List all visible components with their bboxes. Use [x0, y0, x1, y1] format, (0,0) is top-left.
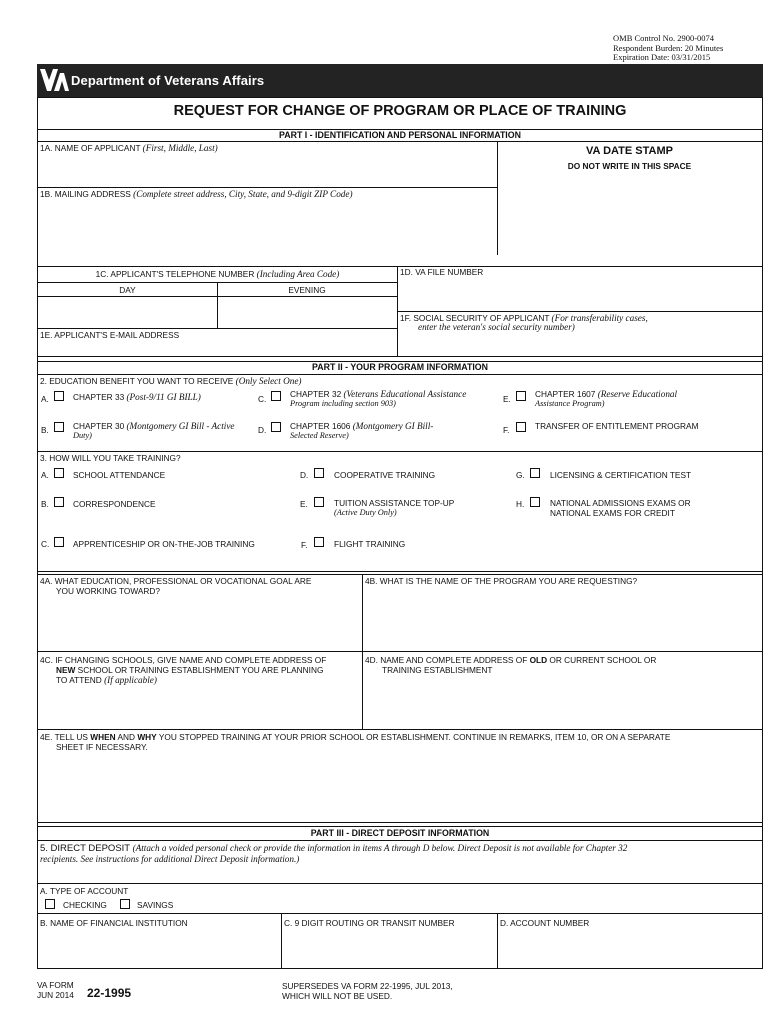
- phone-day-input[interactable]: [38, 297, 217, 328]
- field-1a-text: 1A. NAME OF APPLICANT: [40, 143, 143, 153]
- training-f-name: FLIGHT TRAINING: [334, 539, 406, 549]
- training-f-checkbox[interactable]: [314, 537, 324, 547]
- q5-hint-line2: recipients. See instructions for additional Direct Deposit information.): [40, 854, 300, 864]
- part3-heading: PART III - DIRECT DEPOSIT INFORMATION: [310, 828, 490, 838]
- field-4e-post: YOU STOPPED TRAINING AT YOUR PRIOR SCHOOL OR ESTABLISHMENT. CONTINUE IN REMARKS, ITEM 10, OR ON A SEPARATE: [156, 732, 671, 742]
- phone-evening-label: EVENING: [288, 285, 326, 295]
- footer-form-number: 22-1995: [87, 986, 132, 1000]
- field-1b-input[interactable]: [38, 201, 497, 265]
- routing-number-input[interactable]: [282, 930, 497, 968]
- va-date-stamp-note: DO NOT WRITE IN THIS SPACE: [567, 161, 692, 171]
- field-4c-label: 4C. IF CHANGING SCHOOLS, GIVE NAME AND COMPLETE ADDRESS OF: [40, 655, 327, 665]
- field-1e-label: 1E. APPLICANT'S E-MAIL ADDRESS: [40, 330, 180, 340]
- training-b-letter: B.: [41, 499, 49, 509]
- training-a-letter: A.: [41, 470, 49, 480]
- field-4e-and: AND: [115, 732, 138, 742]
- benefit-c-hint: (Veterans Educational Assistance: [343, 389, 467, 399]
- field-4d-input[interactable]: [363, 677, 762, 728]
- part2-heading: PART II - YOUR PROGRAM INFORMATION: [312, 362, 488, 372]
- field-4d-label-line2: TRAINING ESTABLISHMENT: [382, 665, 493, 675]
- benefit-c-checkbox[interactable]: [271, 391, 281, 401]
- benefit-e-hint: (Reserve Educational: [597, 389, 678, 399]
- training-h-checkbox[interactable]: [530, 497, 540, 507]
- benefit-b-letter: B.: [41, 425, 49, 435]
- training-f-letter: F.: [301, 540, 308, 550]
- divider: [38, 913, 762, 914]
- benefit-a-name: CHAPTER 33: [73, 392, 127, 402]
- checking-checkbox[interactable]: [45, 899, 55, 909]
- q5-text: 5. DIRECT DEPOSIT: [40, 843, 133, 854]
- divider: [38, 840, 762, 841]
- field-1b-text: 1B. MAILING ADDRESS: [40, 189, 134, 199]
- field-4b-input[interactable]: [363, 588, 762, 650]
- benefit-f-checkbox[interactable]: [516, 422, 526, 432]
- benefit-d-hint-line2: Selected Reserve): [290, 431, 349, 440]
- benefit-e-hint-line2: Assistance Program): [535, 399, 605, 408]
- field-1f-hint-line2: enter the veteran's social security number): [418, 322, 575, 332]
- training-e-hint: (Active Duty Only): [334, 508, 397, 517]
- training-c-letter: C.: [41, 539, 50, 549]
- training-e-name: TUITION ASSISTANCE TOP-UP: [334, 498, 455, 508]
- field-1d-label: 1D. VA FILE NUMBER: [400, 267, 484, 277]
- divider: [38, 883, 762, 884]
- field-1a-input[interactable]: [38, 154, 497, 186]
- field-4c-text2: SCHOOL OR TRAINING ESTABLISHMENT YOU ARE PLANNING: [75, 665, 324, 675]
- field-1c-label: [38, 269, 397, 279]
- field-4c-label-line3: [56, 675, 157, 685]
- benefit-c-letter: C.: [258, 394, 267, 404]
- account-number-label: D. ACCOUNT NUMBER: [500, 918, 590, 928]
- divider: [38, 374, 762, 375]
- field-4e-why: WHY: [137, 732, 157, 742]
- financial-institution-input[interactable]: [38, 930, 281, 968]
- training-g-name: LICENSING & CERTIFICATION TEST: [550, 470, 692, 480]
- field-1e-input[interactable]: [38, 341, 397, 356]
- agency-name: Department of Veterans Affairs: [71, 73, 265, 88]
- footer-supersedes-line1: SUPERSEDES VA FORM 22-1995, JUL 2013,: [282, 981, 453, 991]
- benefit-b-checkbox[interactable]: [54, 422, 64, 432]
- footer-form-label: VA FORM: [37, 980, 74, 990]
- omb-expiration: Expiration Date: 03/31/2015: [613, 52, 711, 62]
- field-4d-label: [365, 655, 656, 665]
- field-4a-label: 4A. WHAT EDUCATION, PROFESSIONAL OR VOCATIONAL GOAL ARE: [40, 576, 312, 586]
- q2-text: 2. EDUCATION BENEFIT YOU WANT TO RECEIVE: [40, 376, 236, 386]
- field-4e-input[interactable]: [38, 754, 762, 821]
- field-4c-label-line2: [56, 665, 323, 675]
- field-1b-label: [40, 189, 353, 199]
- benefit-a-checkbox[interactable]: [54, 391, 64, 401]
- divider: [38, 328, 397, 329]
- field-1f-hint: (For transferability cases,: [551, 313, 648, 323]
- training-d-name: COOPERATIVE TRAINING: [334, 470, 436, 480]
- divider: [38, 141, 762, 142]
- savings-label: SAVINGS: [137, 900, 174, 910]
- benefit-f-name: TRANSFER OF ENTITLEMENT PROGRAM: [535, 421, 699, 431]
- omb-burden: Respondent Burden: 20 Minutes: [613, 42, 724, 53]
- training-a-checkbox[interactable]: [54, 468, 64, 478]
- benefit-e-letter: E.: [503, 394, 511, 404]
- agency-header-bar: [37, 64, 763, 97]
- training-h-name-line2: NATIONAL EXAMS FOR CREDIT: [550, 508, 675, 518]
- field-4c-hint: (If applicable): [104, 675, 157, 685]
- q5-hint: (Attach a voided personal check or provide the information in items A through D below. Direct Deposit is not available for Chapter 32: [132, 843, 628, 853]
- routing-number-label: C. 9 DIGIT ROUTING OR TRANSIT NUMBER: [284, 918, 455, 928]
- divider: [397, 311, 762, 312]
- phone-day-label: DAY: [119, 285, 136, 295]
- field-1f-input[interactable]: [398, 333, 762, 356]
- part1-heading: PART I - IDENTIFICATION AND PERSONAL INFORMATION: [279, 129, 521, 140]
- va-logo-icon: [39, 67, 69, 93]
- account-type-label: A. TYPE OF ACCOUNT: [40, 886, 129, 896]
- divider: [38, 729, 762, 730]
- field-4c-text3: TO ATTEND: [56, 675, 105, 685]
- benefit-b-hint-line2: Duty): [73, 431, 92, 440]
- footer-form-date: JUN 2014: [37, 990, 74, 1000]
- training-h-name: NATIONAL ADMISSIONS EXAMS OR: [550, 498, 691, 508]
- benefit-d-hint: (Montgomery GI Bill-: [352, 421, 434, 431]
- training-e-letter: E.: [300, 499, 308, 509]
- financial-institution-label: B. NAME OF FINANCIAL INSTITUTION: [40, 918, 188, 928]
- benefit-e-name: CHAPTER 1607: [535, 389, 598, 399]
- field-4e-pre: 4E. TELL US: [40, 732, 91, 742]
- field-1d-input[interactable]: [398, 279, 762, 310]
- divider: [497, 141, 498, 255]
- benefit-c-name: CHAPTER 32: [290, 389, 344, 399]
- field-4c-new: NEW: [56, 665, 76, 675]
- training-d-checkbox[interactable]: [314, 468, 324, 478]
- training-a-name: SCHOOL ATTENDANCE: [73, 470, 166, 480]
- benefit-d-letter: D.: [258, 425, 267, 435]
- phone-evening-input[interactable]: [218, 297, 397, 328]
- field-4c-input[interactable]: [38, 688, 362, 728]
- divider: [38, 822, 762, 823]
- divider: [38, 574, 762, 575]
- field-1c-hint: (Including Area Code): [256, 269, 340, 279]
- training-b-checkbox[interactable]: [54, 497, 64, 507]
- field-1a-hint: (First, Middle, Last): [142, 143, 218, 153]
- divider: [38, 451, 762, 452]
- q2-label: [40, 376, 301, 386]
- training-g-checkbox[interactable]: [530, 468, 540, 478]
- field-4a-label-line2: YOU WORKING TOWARD?: [56, 586, 161, 596]
- field-1a-label: [40, 143, 218, 153]
- footer-supersedes-line2: WHICH WILL NOT BE USED.: [282, 991, 393, 1001]
- field-4d-post: OR CURRENT SCHOOL OR: [547, 655, 657, 665]
- benefit-e-checkbox[interactable]: [516, 391, 526, 401]
- checking-label: CHECKING: [63, 900, 107, 910]
- form-title: REQUEST FOR CHANGE OF PROGRAM OR PLACE OF TRAINING: [173, 103, 627, 119]
- benefit-a-label: [73, 392, 201, 402]
- benefit-d-label: [290, 421, 433, 431]
- benefit-d-checkbox[interactable]: [271, 422, 281, 432]
- training-c-checkbox[interactable]: [54, 537, 64, 547]
- benefit-d-name: CHAPTER 1606: [290, 421, 353, 431]
- field-4d-pre: 4D. NAME AND COMPLETE ADDRESS OF: [365, 655, 530, 665]
- benefit-f-letter: F.: [503, 425, 510, 435]
- field-4e-label-line2: SHEET IF NECESSARY.: [56, 742, 148, 752]
- divider: [38, 571, 762, 572]
- training-e-checkbox[interactable]: [314, 497, 324, 507]
- divider: [38, 651, 762, 652]
- benefit-c-hint-line2: Program including section 903): [290, 399, 396, 408]
- benefit-b-hint: (Montgomery GI Bill - Active: [126, 421, 235, 431]
- field-4b-label: 4B. WHAT IS THE NAME OF THE PROGRAM YOU ARE REQUESTING?: [365, 576, 638, 586]
- benefit-b-name: CHAPTER 30: [73, 421, 127, 431]
- va-date-stamp-title: VA DATE STAMP: [586, 145, 673, 157]
- field-1b-hint: (Complete street address, City, State, and 9-digit ZIP Code): [133, 189, 353, 199]
- omb-control: OMB Control No. 2900-0074: [613, 33, 715, 43]
- savings-checkbox[interactable]: [120, 899, 130, 909]
- benefit-e-label: [535, 389, 677, 399]
- training-c-name: APPRENTICESHIP OR ON-THE-JOB TRAINING: [73, 539, 255, 549]
- q3-label: 3. HOW WILL YOU TAKE TRAINING?: [40, 453, 181, 463]
- benefit-a-hint: (Post-9/11 GI BILL): [126, 392, 201, 402]
- account-number-input[interactable]: [498, 930, 762, 968]
- divider: [38, 187, 497, 188]
- q2-hint: (Only Select One): [235, 376, 302, 386]
- field-4a-input[interactable]: [38, 598, 362, 650]
- training-d-letter: D.: [300, 470, 309, 480]
- benefit-a-letter: A.: [41, 394, 49, 404]
- benefit-b-label: [73, 421, 235, 431]
- training-g-letter: G.: [516, 470, 525, 480]
- field-4e-label: [40, 732, 670, 742]
- benefit-c-label: [290, 389, 466, 399]
- field-4d-old: OLD: [529, 655, 548, 665]
- divider: [38, 826, 762, 827]
- q5-label: [40, 843, 627, 854]
- field-1c-text: 1C. APPLICANT'S TELEPHONE NUMBER: [95, 269, 257, 279]
- divider: [38, 356, 762, 357]
- training-h-letter: H.: [516, 499, 525, 509]
- field-1f-text: 1F. SOCIAL SECURITY OF APPLICANT: [400, 313, 552, 323]
- training-b-name: CORRESPONDENCE: [73, 499, 156, 509]
- field-4e-when: WHEN: [90, 732, 116, 742]
